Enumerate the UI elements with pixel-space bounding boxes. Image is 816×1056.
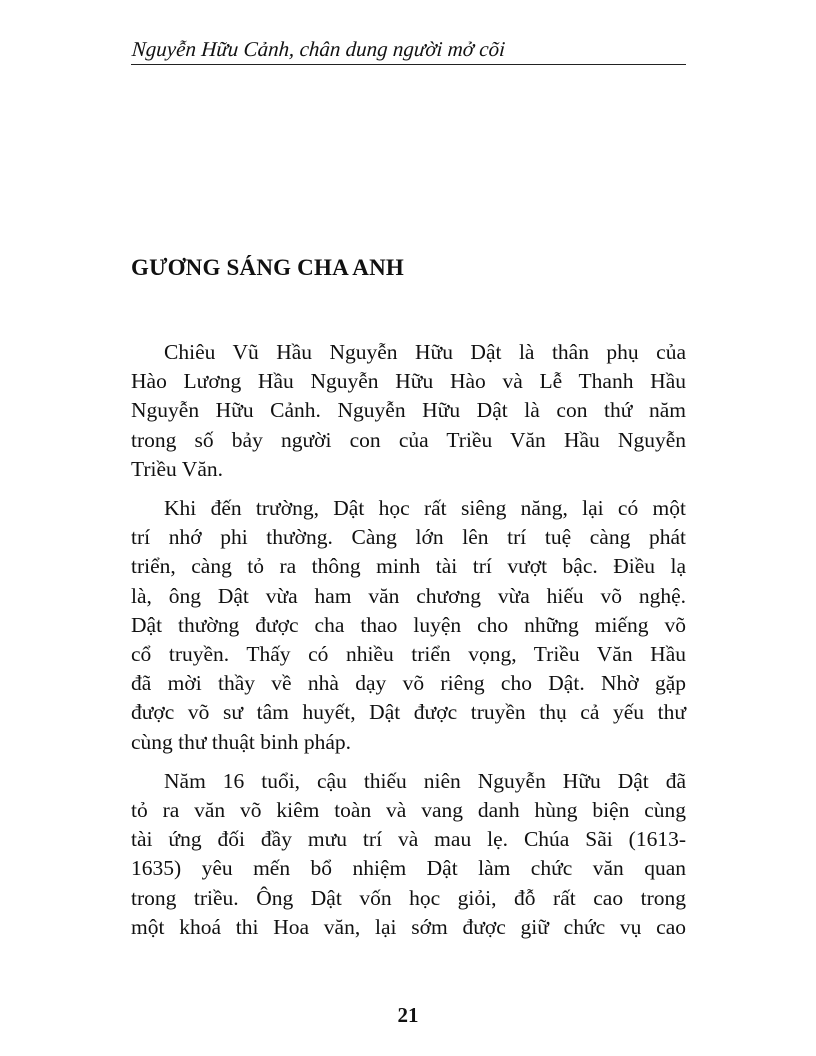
text-line: Triều Văn. <box>131 456 223 481</box>
text-line: Dật thường được cha thao luyện cho những miếng võ <box>131 612 686 637</box>
text-line: tỏ ra văn võ kiêm toàn và vang danh hùng biện cùng <box>131 798 686 823</box>
page-number: 21 <box>397 1003 419 1027</box>
body-text <box>131 338 686 952</box>
text-line: triển, càng tỏ ra thông minh tài trí vượt bậc. Điều lạ <box>131 554 686 579</box>
text-line: 1635) yêu mến bổ nhiệm Dật làm chức văn quan <box>131 856 686 881</box>
text-line: được võ sư tâm huyết, Dật được truyền thụ cả yếu thư <box>131 700 686 725</box>
text-line: Năm 16 tuổi, cậu thiếu niên Nguyễn Hữu Dật đã <box>164 768 686 793</box>
text-line: trong triều. Ông Dật vốn học giỏi, đỗ rất cao trong <box>131 885 686 910</box>
paragraph-3 <box>131 767 686 942</box>
text-line: là, ông Dật vừa ham văn chương vừa hiếu võ nghệ. <box>131 583 686 608</box>
running-header-title: Nguyễn Hữu Cảnh, chân dung người mở cõi <box>131 37 506 61</box>
paragraph-2 <box>131 494 686 757</box>
text-line: cổ truyền. Thấy có nhiều triển vọng, Triều Văn Hầu <box>131 642 686 667</box>
text-line: tài ứng đối đầy mưu trí và mau lẹ. Chúa Sãi (1613- <box>131 827 686 852</box>
text-line: một khoá thi Hoa văn, lại sớm được giữ chức vụ cao <box>131 914 686 939</box>
chapter-title: GƯƠNG SÁNG CHA ANH <box>131 255 405 280</box>
text-line: trong số bảy người con của Triều Văn Hầu Nguyễn <box>131 427 686 452</box>
text-line: Nguyễn Hữu Cảnh. Nguyễn Hữu Dật là con thứ năm <box>131 398 686 423</box>
text-line: Hào Lương Hầu Nguyễn Hữu Hào và Lễ Thanh Hầu <box>131 369 686 394</box>
text-line: đã mời thầy về nhà dạy võ riêng cho Dật. Nhờ gặp <box>131 671 686 696</box>
text-line: Chiêu Vũ Hầu Nguyễn Hữu Dật là thân phụ của <box>164 340 686 364</box>
text-line: trí nhớ phi thường. Càng lớn lên trí tuệ càng phát <box>131 525 686 550</box>
text-line: cùng thư thuật binh pháp. <box>131 729 352 754</box>
paragraph-1 <box>131 338 686 484</box>
running-header <box>131 30 686 65</box>
text-line: Khi đến trường, Dật học rất siêng năng, lại có một <box>164 496 686 521</box>
